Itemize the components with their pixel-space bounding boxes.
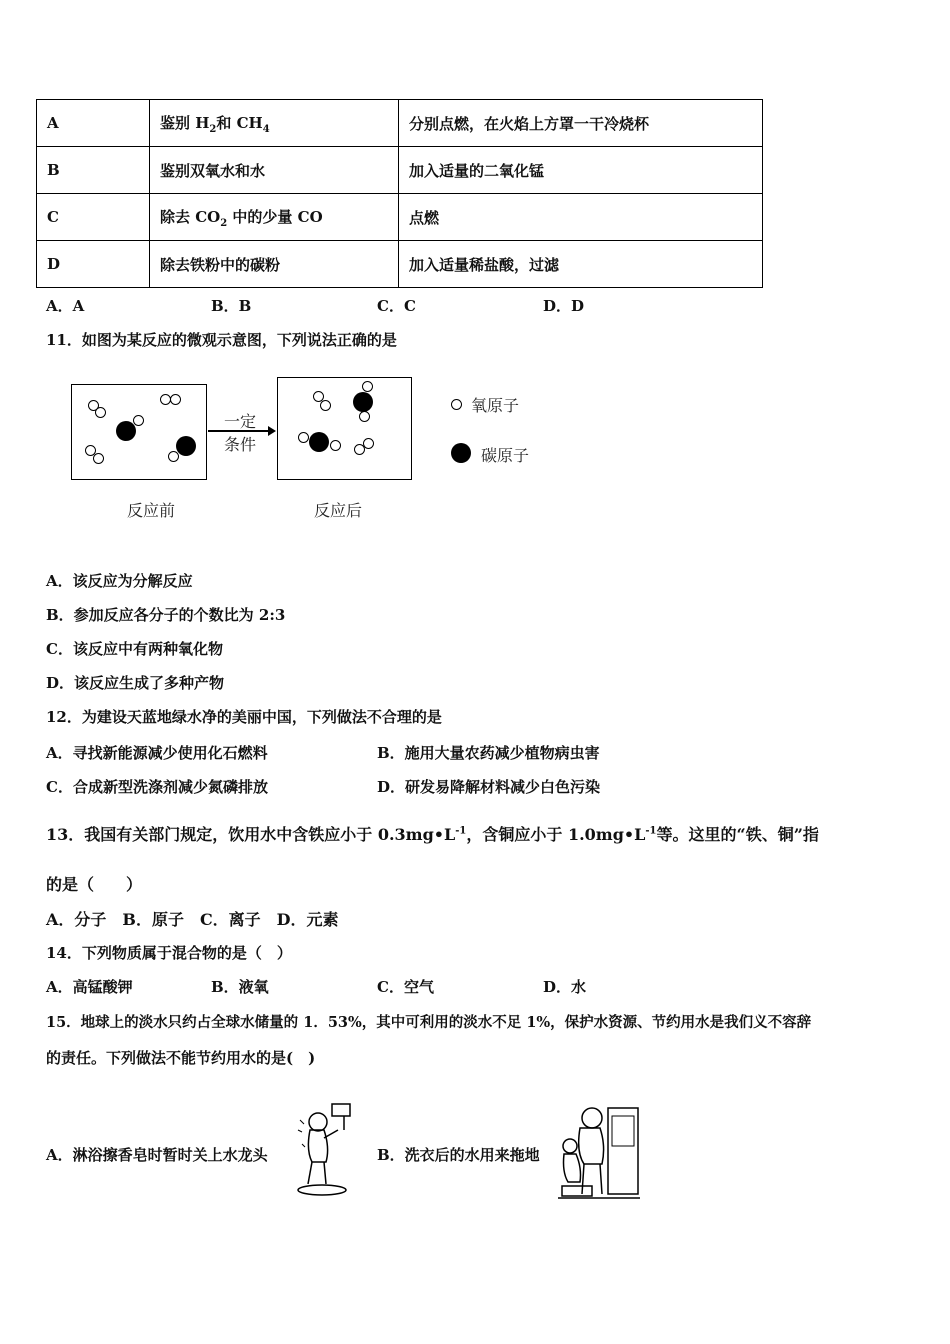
q11-stem: 11．如图为某反应的微观示意图，下列说法正确的是 [46, 331, 397, 349]
shower-person-illustration [292, 1100, 358, 1200]
q13-options[interactable]: A．分子 B．原子 C．离子 D．元素 [46, 910, 339, 929]
oxygen-atom [362, 381, 373, 392]
q11-option-a[interactable]: A．该反应为分解反应 [46, 572, 193, 590]
q10-table-row [37, 100, 763, 147]
q15-option-a[interactable]: A．淋浴擦香皂时暂时关上水龙头 [46, 1146, 268, 1164]
q15-option-b[interactable]: B．洗衣后的水用来拖地 [377, 1146, 540, 1164]
q13-sup2: -1 [645, 825, 657, 837]
q10-row-key: D [37, 241, 150, 288]
oxygen-atom [320, 400, 331, 411]
q10-row-method: 点燃 [399, 194, 763, 241]
carbon-atom [309, 432, 329, 452]
carbon-atom [176, 436, 196, 456]
oxygen-atom [330, 440, 341, 451]
q10-row-method: 加入适量的二氧化锰 [399, 147, 763, 194]
q10-row-method: 加入适量稀盐酸，过滤 [399, 241, 763, 288]
q10-row-purpose: 除去铁粉中的碳粉 [150, 241, 399, 288]
q12-option-d[interactable]: D．研发易降解材料减少白色污染 [377, 778, 601, 796]
q10-row-purpose: 除去 $CO_2$ 中的少量 CO [150, 194, 399, 241]
q11-option-b[interactable]: B．参加反应各分子的个数比为 2:3 [46, 606, 286, 624]
arrow-head-icon [268, 426, 276, 436]
oxygen-atom [359, 411, 370, 422]
q10-row-key: A [37, 100, 150, 147]
q13-sup1: -1 [455, 825, 467, 837]
oxygen-atom [133, 415, 144, 426]
q13-stem [46, 822, 819, 845]
q14-stem: 14．下列物质属于混合物的是（ ） [46, 944, 292, 962]
q12-stem: 12．为建设天蓝地绿水净的美丽中国，下列做法不合理的是 [46, 708, 442, 726]
q10-table-row [37, 194, 763, 241]
q13-stem-part2: ，含铜应小于 1.0mg•L [466, 825, 646, 844]
arrow-top-label: 一定 [224, 412, 257, 431]
oxygen-atom [170, 394, 181, 405]
arrow-bottom-label: 条件 [224, 435, 257, 454]
oxygen-atom [168, 451, 179, 462]
q10-row-purpose: 鉴别双氧水和水 [150, 147, 399, 194]
q12-option-b[interactable]: B．施用大量农药减少植物病虫害 [377, 744, 600, 762]
legend-carbon-label: 碳原子 [481, 446, 530, 465]
oxygen-atom [298, 432, 309, 443]
q11-option-c[interactable]: C．该反应中有两种氧化物 [46, 640, 223, 658]
q10-table-row [37, 241, 763, 288]
q12-option-a[interactable]: A．寻找新能源减少使用化石燃料 [46, 744, 268, 762]
before-label: 反应前 [127, 501, 176, 520]
oxygen-atom [93, 453, 104, 464]
q13-stem-part3: 等。这里的“铁、铜”指 [656, 825, 819, 844]
q15-stem-line1: 15．地球上的淡水只约占全球水储量的 1．53%，其中可利用的淡水不足 1%，保护水资源、节约用水是我们义不容辞 [46, 1014, 812, 1031]
after-label: 反应后 [314, 501, 363, 520]
legend-oxygen-icon [451, 399, 462, 410]
q10-row-purpose: 鉴别 $H_2$和 $CH_4$ [150, 100, 399, 147]
q10-row-key: B [37, 147, 150, 194]
q14-option-d[interactable]: D．水 [543, 978, 587, 996]
q10-option-d[interactable]: D．D [543, 297, 585, 315]
oxygen-atom [95, 407, 106, 418]
mopping-person-illustration [556, 1102, 646, 1202]
after-box [277, 377, 412, 480]
q11-option-d[interactable]: D．该反应生成了多种产物 [46, 674, 225, 692]
q14-option-c[interactable]: C．空气 [377, 978, 434, 996]
q10-option-a[interactable]: A．A [46, 297, 85, 315]
q14-option-a[interactable]: A．高锰酸钾 [46, 978, 133, 996]
q14-option-b[interactable]: B．液氧 [211, 978, 269, 996]
q10-row-key: C [37, 194, 150, 241]
carbon-atom [353, 392, 373, 412]
q13-stem-part1: 13．我国有关部门规定，饮用水中含铁应小于 0.3mg•L [46, 825, 456, 844]
before-box [71, 384, 207, 480]
q15-stem-line2: 的责任。下列做法不能节约用水的是( ) [46, 1049, 316, 1067]
legend-oxygen-label: 氧原子 [471, 396, 520, 415]
q10-row-method: 分别点燃，在火焰上方罩一干冷烧杯 [399, 100, 763, 147]
q13-stem-line2: 的是（ ） [46, 875, 143, 894]
carbon-atom [116, 421, 136, 441]
q12-option-c[interactable]: C．合成新型洗涤剂减少氮磷排放 [46, 778, 268, 796]
q10-table-row [37, 147, 763, 194]
legend-carbon-icon [451, 443, 471, 463]
q10-table [36, 99, 763, 288]
q10-option-c[interactable]: C．C [377, 297, 416, 315]
q10-option-b[interactable]: B．B [211, 297, 252, 315]
oxygen-atom [363, 438, 374, 449]
